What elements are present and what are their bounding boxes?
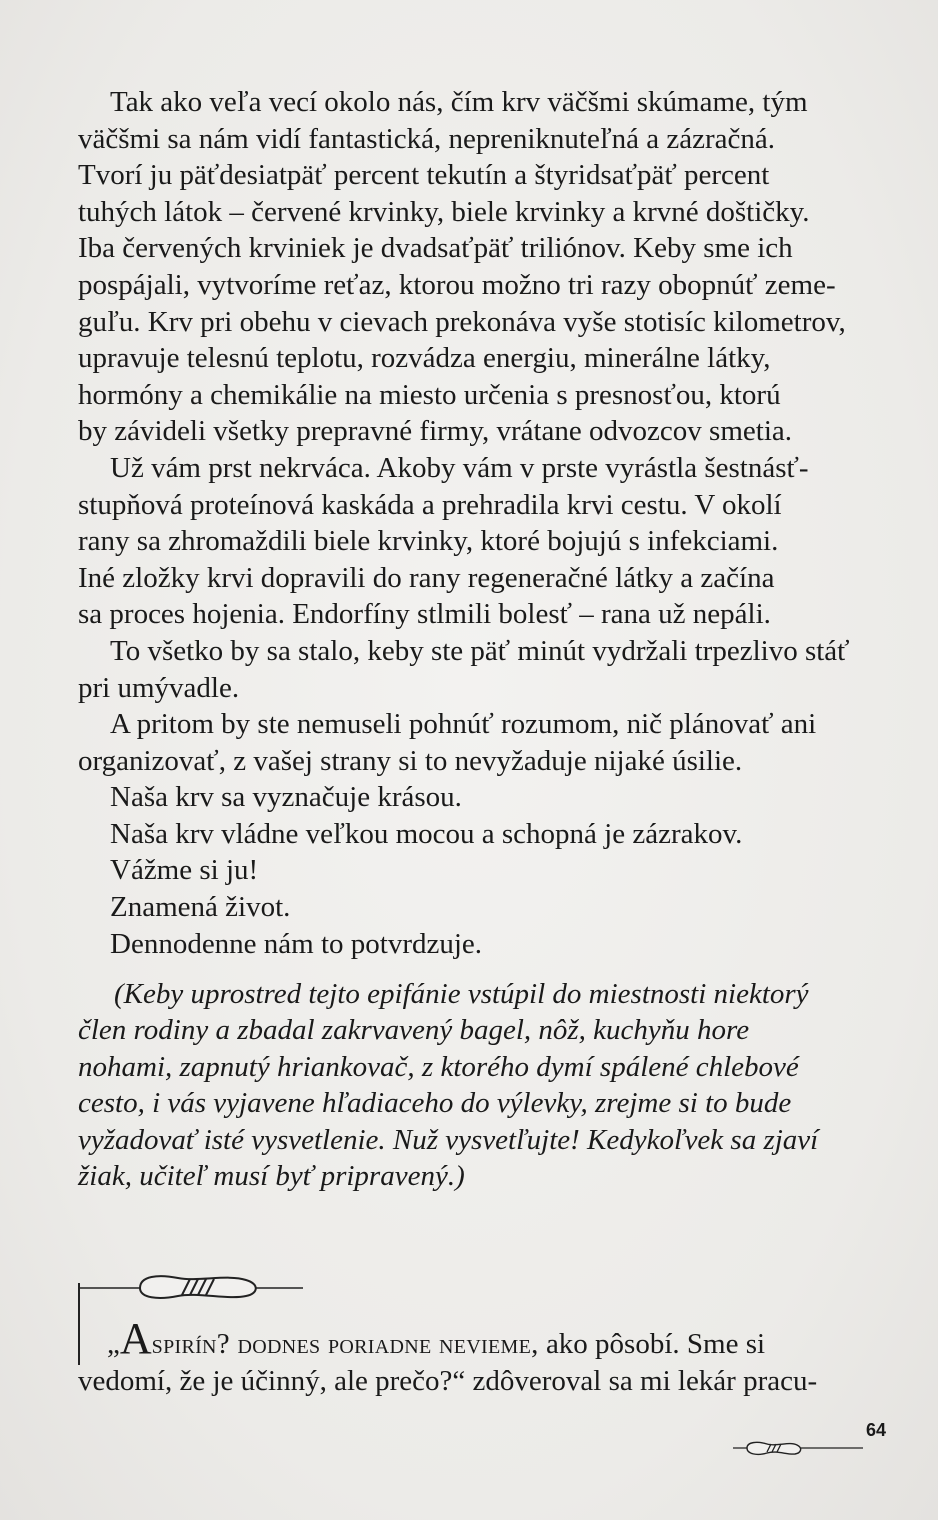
page-number: 64: [866, 1420, 887, 1440]
smallcaps-lead: spirín? dodnes poriadne nevieme,: [151, 1328, 539, 1360]
section-second-line: vedomí, že je účinný, ale prečo?“ zdôveroval sa mi lekár pracu-: [78, 1365, 818, 1397]
text-line: väčšmi sa nám vidí fantastická, nepreniknuteľná a zázračná.: [78, 122, 775, 155]
text-line: vyžadovať isté vysvetlenie. Nuž vysvetľujte! Kedykoľvek sa zjaví: [78, 1123, 819, 1156]
text-line: sa proces hojenia. Endorfíny stlmili bolesť – rana už nepáli.: [78, 598, 771, 631]
footer-ornament-icon: [733, 1436, 863, 1460]
text-line: člen rodiny a zbadal zakrvavený bagel, nôž, kuchyňu hore: [78, 1014, 750, 1047]
paragraph-daily: [78, 926, 893, 963]
text-line: Tak ako veľa vecí okolo nás, čím krv väčšmi skúmame, tým: [110, 86, 808, 118]
text-line: Už vám prst nekrváca. Akoby vám v prste vyrástla šestnásť-: [110, 451, 809, 484]
text-line: organizovať, z vašej strany si to nevyžaduje nijaké úsilie.: [78, 744, 743, 777]
text-line: Iné zložky krvi dopravili do rany regeneračné látky a začína: [78, 561, 775, 594]
text-line: pospájali, vytvoríme reťaz, ktorou možno tri razy obopnúť zeme-: [78, 268, 836, 301]
section-opening-line: [107, 1314, 893, 1363]
text-line: A pritom by ste nemuseli pohnúť rozumom, nič plánovať ani: [110, 708, 817, 741]
paragraph-blood-facts: [78, 84, 893, 450]
text-line: hormóny a chemikálie na miesto určenia s presnosťou, ktorú: [78, 378, 781, 411]
text-line: (Keby uprostred tejto epifánie vstúpil do miestnosti niektorý: [114, 978, 809, 1010]
text-line: Naša krv vládne veľkou mocou a schopná je zázrakov.: [110, 817, 743, 850]
text-line: pri umývadle.: [78, 671, 240, 704]
section-bracket: [78, 1283, 80, 1365]
text-line: žiak, učiteľ musí byť pripravený.): [78, 1160, 465, 1193]
text-line: Vážme si ju!: [110, 854, 259, 887]
text-line: guľu. Krv pri obehu v cievach prekonáva vyše stotisíc kilometrov,: [78, 305, 846, 338]
text-line: To všetko by sa stalo, keby ste päť minút vydržali trpezlivo stáť: [110, 634, 850, 667]
text-line: Dennodenne nám to potvrdzuje.: [110, 927, 483, 960]
opening-rest: ako pôsobí. Sme si: [538, 1328, 766, 1360]
text-line: Naša krv sa vyznačuje krásou.: [110, 781, 462, 814]
text-line: by závideli všetky prepravné firmy, vrátane odvozcov smetia.: [78, 415, 792, 448]
body-text: [78, 84, 893, 962]
drop-cap: A: [119, 1314, 152, 1363]
text-line: Tvorí ju päťdesiatpäť percent tekutín a štyridsaťpäť percent: [78, 159, 770, 192]
paragraph-beauty: [78, 779, 893, 816]
text-line: Znamená život.: [110, 891, 291, 924]
paragraph-respect: [78, 852, 893, 889]
text-line: Iba červených krviniek je dvadsaťpäť triliónov. Keby sme ich: [78, 232, 793, 265]
text-line: stupňová proteínová kaskáda a prehradila krvi cestu. V okolí: [78, 488, 782, 521]
text-line: nohami, zapnutý hriankovač, z ktorého dymí spálené chlebové: [78, 1050, 799, 1083]
section-ornament-icon: [78, 1268, 303, 1306]
text-line: tuhých látok – červené krvinky, biele krvinky a krvné doštičky.: [78, 195, 810, 228]
paragraph-finger-healing: [78, 450, 893, 633]
open-quote: „: [107, 1328, 120, 1360]
paragraph-effortless: [78, 706, 893, 779]
text-line: rany sa zhromaždili biele krvinky, ktoré bojujú s infekciami.: [78, 525, 779, 558]
paragraph-power: [78, 816, 893, 853]
paragraph-life: [78, 889, 893, 926]
text-line: cesto, i vás vyjavene hľadiaceho do výlevky, zrejme si to bude: [78, 1087, 792, 1120]
italic-aside: [78, 976, 893, 1194]
paragraph-sink: [78, 633, 893, 706]
text-line: upravuje telesnú teplotu, rozvádza energiu, minerálne látky,: [78, 342, 771, 375]
